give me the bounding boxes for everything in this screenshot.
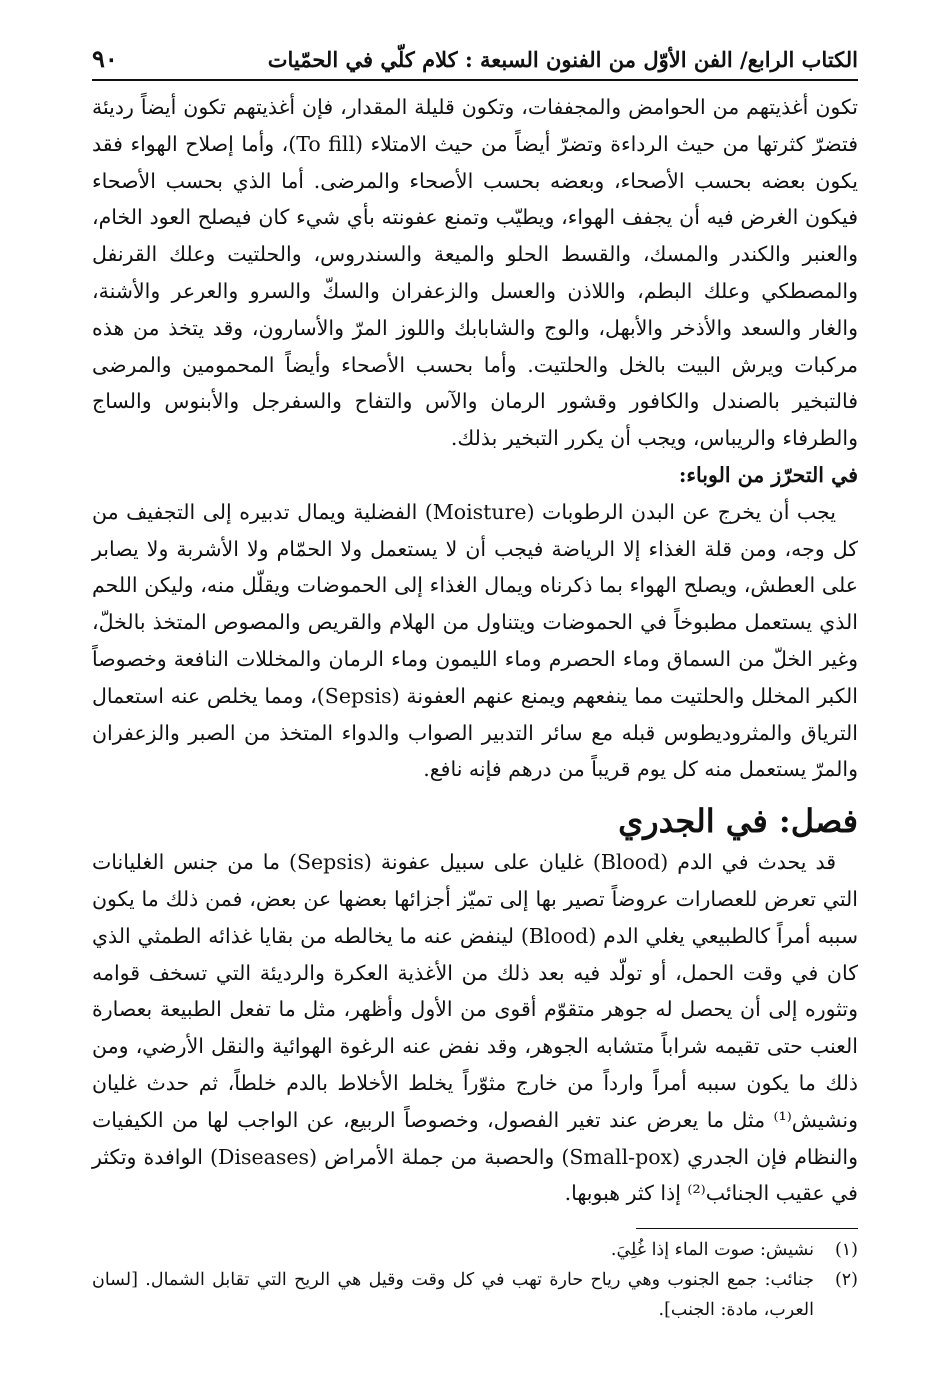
running-title: الكتاب الرابع/ الفن الأوّل من الفنون السبعة : كلام كلّي في الحمّيات bbox=[267, 47, 858, 72]
main-text bbox=[92, 89, 858, 1212]
footnotes bbox=[92, 1228, 858, 1325]
footnote-text: جنائب: جمع الجنوب وهي رياح حارة تهب في كل وقت وقيل هي الريح التي تقابل الشمال. [لسان العرب، مادة: الجنب]. bbox=[92, 1270, 814, 1320]
subheading-epidemic-prevention: في التحرّز من الوباء: bbox=[678, 462, 858, 487]
paragraph-air-improvement: تكون أغذيتهم من الحوامض والمجففات، وتكون قليلة المقدار، فإن أغذيتهم تكون أيضاً رديئة فتضرّ كثرتها من حيث الرداءة وتضرّ أيضاً من حيث الامتلاء (To fill)، وأما إصلاح الهواء فقد يكون بعضه بحسب الأصحاء، وبعضه بحسب الأصحاء والمرضى. أما الذي بحسب الأصحاء فيكون الغرض فيه أن يجفف الهواء، ويطيّب وتمنع عفونته بأي شيء كان فيصلح العود الخام، والعنبر والكندر والمسك، والقسط الحلو والميعة والسندروس، والحلتيت وعلك القرنفل والمصطكي وعلك البطم، واللاذن والعسل والزعفران والسكّ والسرو والعرعر والأشنة، والغار والسعد والأذخر والأبهل، والوج والشابابك واللوز المرّ والأسارون، وقد يتخذ من هذه مركبات ويرش البيت بالخل والحلتيت. وأما بحسب الأصحاء وأيضاً المحمومين والمرضى فالتبخير بالصندل والكافور وقشور الرمان والآس والتفاح والسفرجل والأبنوس والساج والطرفاء والريباس، ويجب أن يكرر التبخير بذلك. bbox=[92, 95, 858, 451]
running-header bbox=[92, 44, 858, 81]
chapter-heading-smallpox: فصل: في الجدري bbox=[618, 802, 858, 841]
paragraph-smallpox: قد يحدث في الدم (Blood) غليان على سبيل عفونة (Sepsis) ما من جنس الغليانات التي تعرض للعصارات عروضاً تصير بها إلى تميّز أجزائها بعضها عن بعض، فمن ذلك ما يكون سببه أمراً كالطبيعي يغلي الدم (Blood) لينفض عنه ما يخالطه من بقايا غذائه الطمثي الذي كان في وقت الحمل، أو تولّد فيه بعد ذلك من الأغذية العكرة والرديئة التي تسخف قوامه وتثوره إلى أن يحصل له جوهر متقوّم أقوى من الأول وأظهر، مثل ما تفعل الطبيعة بعصارة العنب حتى تقيمه شراباً متشابه الجوهر، وقد نفض عنه الرغوة الهوائية والنقل الأرضي، ومن ذلك ما يكون سببه أمراً وارداً من خارج مثوّراً يخلط الأخلاط بالدم خلطاً، ثم حدث غليان ونشيش⁽¹⁾ مثل ما يعرض عند تغير الفصول، وخصوصاً الربيع، عن الواجب لها من الكيفيات والنظام فإن الجدري (Small-pox) والحصبة من جملة الأمراض (Diseases) الوافدة وتكثر في عقيب الجنائب⁽²⁾ إذا كثر هبوبها. bbox=[92, 850, 859, 1206]
footnote-number: (٢) bbox=[834, 1270, 858, 1290]
paragraph-epidemic-prevention: يجب أن يخرج عن البدن الرطوبات (Moisture) الفضلية ويمال تدبيره إلى التجفيف من كل وجه، ومن قلة الغذاء إلا الرياضة فيجب أن لا يستعمل ولا الحمّام ولا الأشربة ولا يصابر على العطش، ويصلح الهواء بما ذكرناه ويمال الغذاء إلى الحموضات ويقلّل منه، وليكن اللحم الذي يستعمل مطبوخاً في الحموضات ويتناول من الهلام والقريص والمصوص المتخذ بالخلّ، وغير الخلّ من السماق وماء الحصرم وماء الليمون وماء الرمان والمخللات النافعة وخصوصاً الكبر المخلل والحلتيت مما ينفعهم ويمنع عنهم العفونة (Sepsis)، ومما يخلص عنه استعمال الترياق والمثروديطوس قبله مع سائر التدبير الصواب والدواء المتخذ من الصبر والزعفران والمرّ يستعمل منه كل يوم قريباً من درهم فإنه نافع. bbox=[92, 499, 858, 782]
footnote-item bbox=[92, 1265, 858, 1325]
page-number: ٩٠ bbox=[92, 44, 118, 73]
footnote-number: (١) bbox=[834, 1240, 858, 1260]
footnote-item bbox=[92, 1235, 858, 1265]
footnote-text: نشيش: صوت الماء إذا غُلِيَ. bbox=[610, 1240, 814, 1260]
footnote-divider bbox=[636, 1228, 858, 1229]
